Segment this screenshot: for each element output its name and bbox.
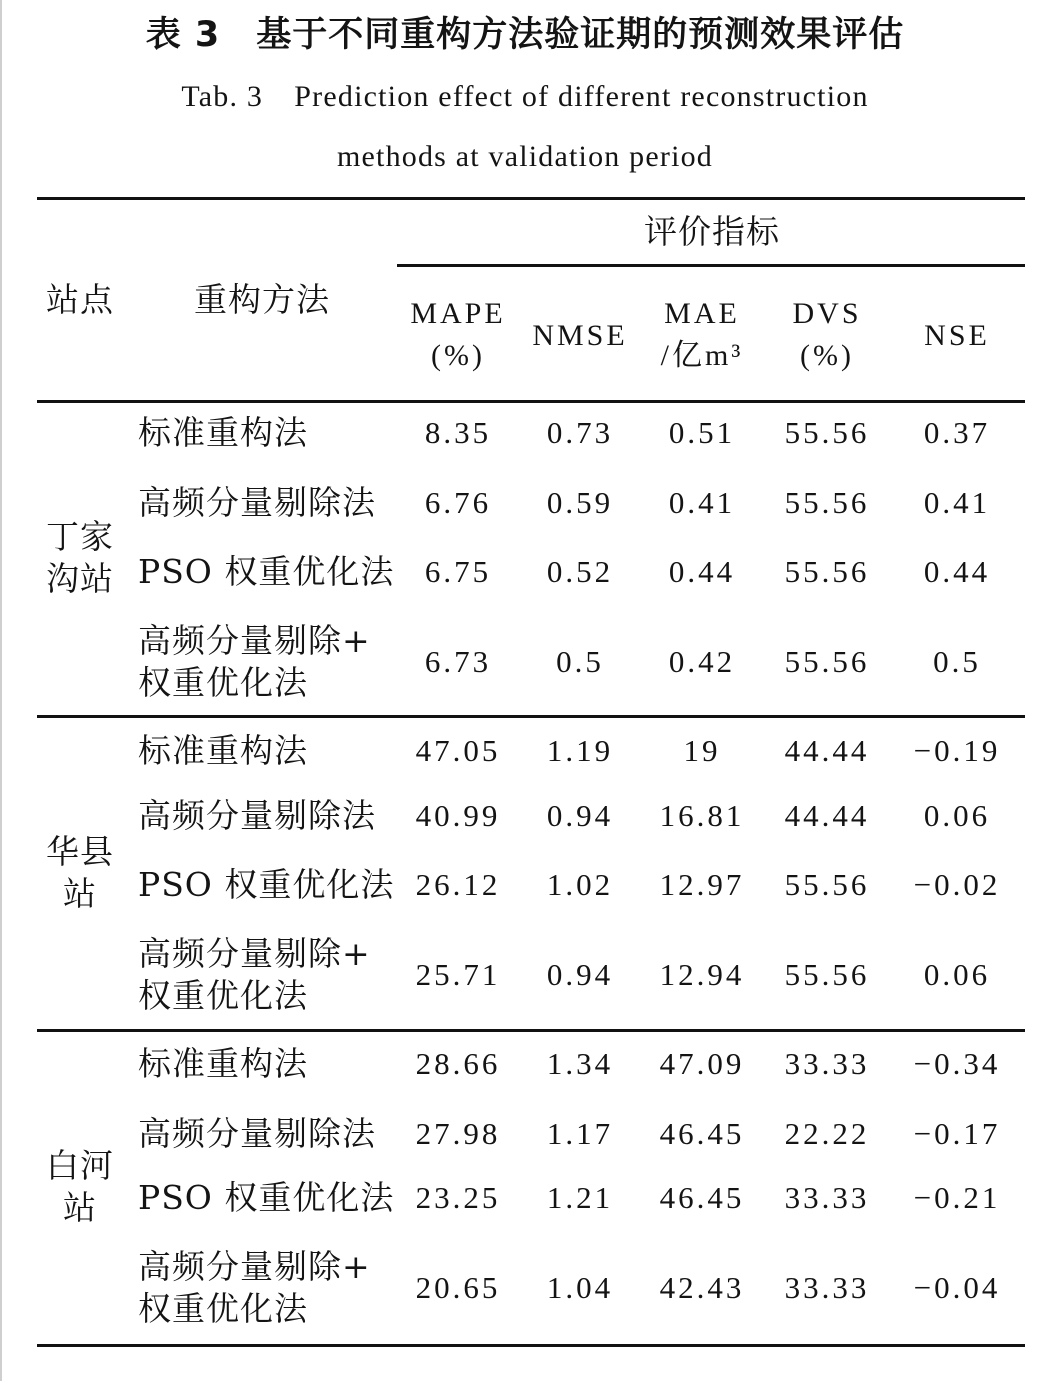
- cell-nse: 0.5: [933, 644, 981, 679]
- station-label: 白河: [46, 1146, 114, 1185]
- station-label: 沟站: [46, 559, 114, 598]
- station-label: 丁家: [46, 517, 114, 556]
- column-header-mape-unit: (%): [431, 339, 485, 372]
- column-header-mae: MAE: [664, 297, 740, 330]
- cell-dvs: 22.22: [784, 1116, 870, 1151]
- cell-mae: 0.51: [668, 415, 736, 450]
- group-separator-rule: [37, 1029, 1025, 1032]
- cell-mape: 6.73: [424, 644, 492, 679]
- cell-nse: 0.06: [923, 957, 991, 992]
- method-name: 高频分量剔除+: [138, 934, 371, 973]
- cell-nmse: 0.59: [546, 485, 614, 520]
- method-name: 权重优化法: [138, 663, 308, 702]
- cell-nse: −0.04: [913, 1270, 1001, 1305]
- column-header-nmse: NMSE: [532, 319, 628, 352]
- method-name: 权重优化法: [138, 976, 308, 1015]
- cell-nmse: 0.5: [556, 644, 604, 679]
- cell-mae: 0.42: [668, 644, 736, 679]
- method-name: 高频分量剔除+: [138, 1247, 371, 1286]
- cell-nmse: 0.52: [546, 554, 614, 589]
- cell-nse: 0.37: [923, 415, 991, 450]
- cell-nmse: 0.73: [546, 415, 614, 450]
- cell-mae: 46.45: [659, 1180, 745, 1215]
- cell-mape: 23.25: [415, 1180, 501, 1215]
- method-name: 标准重构法: [138, 731, 308, 770]
- cell-dvs: 33.33: [784, 1180, 870, 1215]
- cell-mape: 26.12: [415, 867, 501, 902]
- metrics-group-header: 评价指标: [644, 212, 780, 251]
- cell-nmse: 1.17: [546, 1116, 614, 1151]
- cell-nmse: 0.94: [546, 798, 614, 833]
- cell-nse: −0.34: [913, 1046, 1001, 1081]
- top-rule: [37, 197, 1025, 200]
- cell-nse: −0.21: [913, 1180, 1001, 1215]
- station-label: 站: [63, 874, 97, 913]
- method-name: 高频分量剔除+: [138, 621, 371, 660]
- cell-nmse: 1.34: [546, 1046, 614, 1081]
- cell-mape: 6.75: [424, 554, 492, 589]
- cell-dvs: 55.56: [784, 644, 870, 679]
- column-header-mape: MAPE: [410, 297, 506, 330]
- cell-nse: −0.19: [913, 733, 1001, 768]
- cell-dvs: 44.44: [784, 733, 870, 768]
- cell-mae: 46.45: [659, 1116, 745, 1151]
- table-caption-chinese: 表 3 基于不同重构方法验证期的预测效果评估: [145, 15, 905, 55]
- method-name: PSO 权重优化法: [138, 1178, 395, 1217]
- cell-mape: 27.98: [415, 1116, 501, 1151]
- cell-nmse: 1.21: [546, 1180, 614, 1215]
- cell-mae: 0.44: [668, 554, 736, 589]
- table-caption-english-line-2: methods at validation period: [336, 140, 714, 173]
- cell-nmse: 1.19: [546, 733, 614, 768]
- cell-mae: 12.97: [659, 867, 745, 902]
- cell-mape: 28.66: [415, 1046, 501, 1081]
- cell-nmse: 1.04: [546, 1270, 614, 1305]
- cell-nse: −0.02: [913, 867, 1001, 902]
- cell-mae: 42.43: [659, 1270, 745, 1305]
- header-rule: [37, 400, 1025, 403]
- metrics-group-rule: [397, 264, 1025, 267]
- method-name: 标准重构法: [138, 413, 308, 452]
- method-name: 高频分量剔除法: [138, 483, 376, 522]
- cell-mape: 40.99: [415, 798, 501, 833]
- cell-mae: 47.09: [659, 1046, 745, 1081]
- cell-mae: 0.41: [668, 485, 736, 520]
- cell-dvs: 55.56: [784, 867, 870, 902]
- method-name: 权重优化法: [138, 1289, 308, 1328]
- table-caption-english-line-1: Tab. 3 Prediction effect of different reconstruction: [181, 80, 869, 113]
- cell-nse: 0.06: [923, 798, 991, 833]
- group-separator-rule: [37, 715, 1025, 718]
- cell-dvs: 55.56: [784, 485, 870, 520]
- station-label: 华县: [46, 832, 114, 871]
- cell-mape: 6.76: [424, 485, 492, 520]
- cell-nse: 0.41: [923, 485, 991, 520]
- cell-dvs: 55.56: [784, 415, 870, 450]
- cell-dvs: 55.56: [784, 554, 870, 589]
- cell-mae: 16.81: [659, 798, 745, 833]
- cell-nse: −0.17: [913, 1116, 1001, 1151]
- cell-dvs: 33.33: [784, 1046, 870, 1081]
- method-name: 高频分量剔除法: [138, 1114, 376, 1153]
- cell-mape: 47.05: [415, 733, 501, 768]
- method-name: 高频分量剔除法: [138, 796, 376, 835]
- cell-mape: 8.35: [424, 415, 492, 450]
- cell-mape: 25.71: [415, 957, 501, 992]
- bottom-rule: [37, 1344, 1025, 1347]
- cell-dvs: 55.56: [784, 957, 870, 992]
- cell-mape: 20.65: [415, 1270, 501, 1305]
- cell-mae: 12.94: [659, 957, 745, 992]
- cell-nmse: 1.02: [546, 867, 614, 902]
- cell-nse: 0.44: [923, 554, 991, 589]
- column-header-dvs-unit: (%): [800, 339, 854, 372]
- method-column-header: 重构方法: [194, 280, 330, 319]
- cell-nmse: 0.94: [546, 957, 614, 992]
- cell-mae: 19: [683, 733, 721, 768]
- column-header-nse: NSE: [924, 319, 990, 352]
- station-column-header: 站点: [46, 280, 114, 319]
- cell-dvs: 33.33: [784, 1270, 870, 1305]
- column-header-mae-unit: /亿m³: [660, 339, 744, 372]
- cell-dvs: 44.44: [784, 798, 870, 833]
- station-label: 站: [63, 1188, 97, 1227]
- column-header-dvs: DVS: [792, 297, 862, 330]
- method-name: 标准重构法: [138, 1044, 308, 1083]
- method-name: PSO 权重优化法: [138, 552, 395, 591]
- method-name: PSO 权重优化法: [138, 865, 395, 904]
